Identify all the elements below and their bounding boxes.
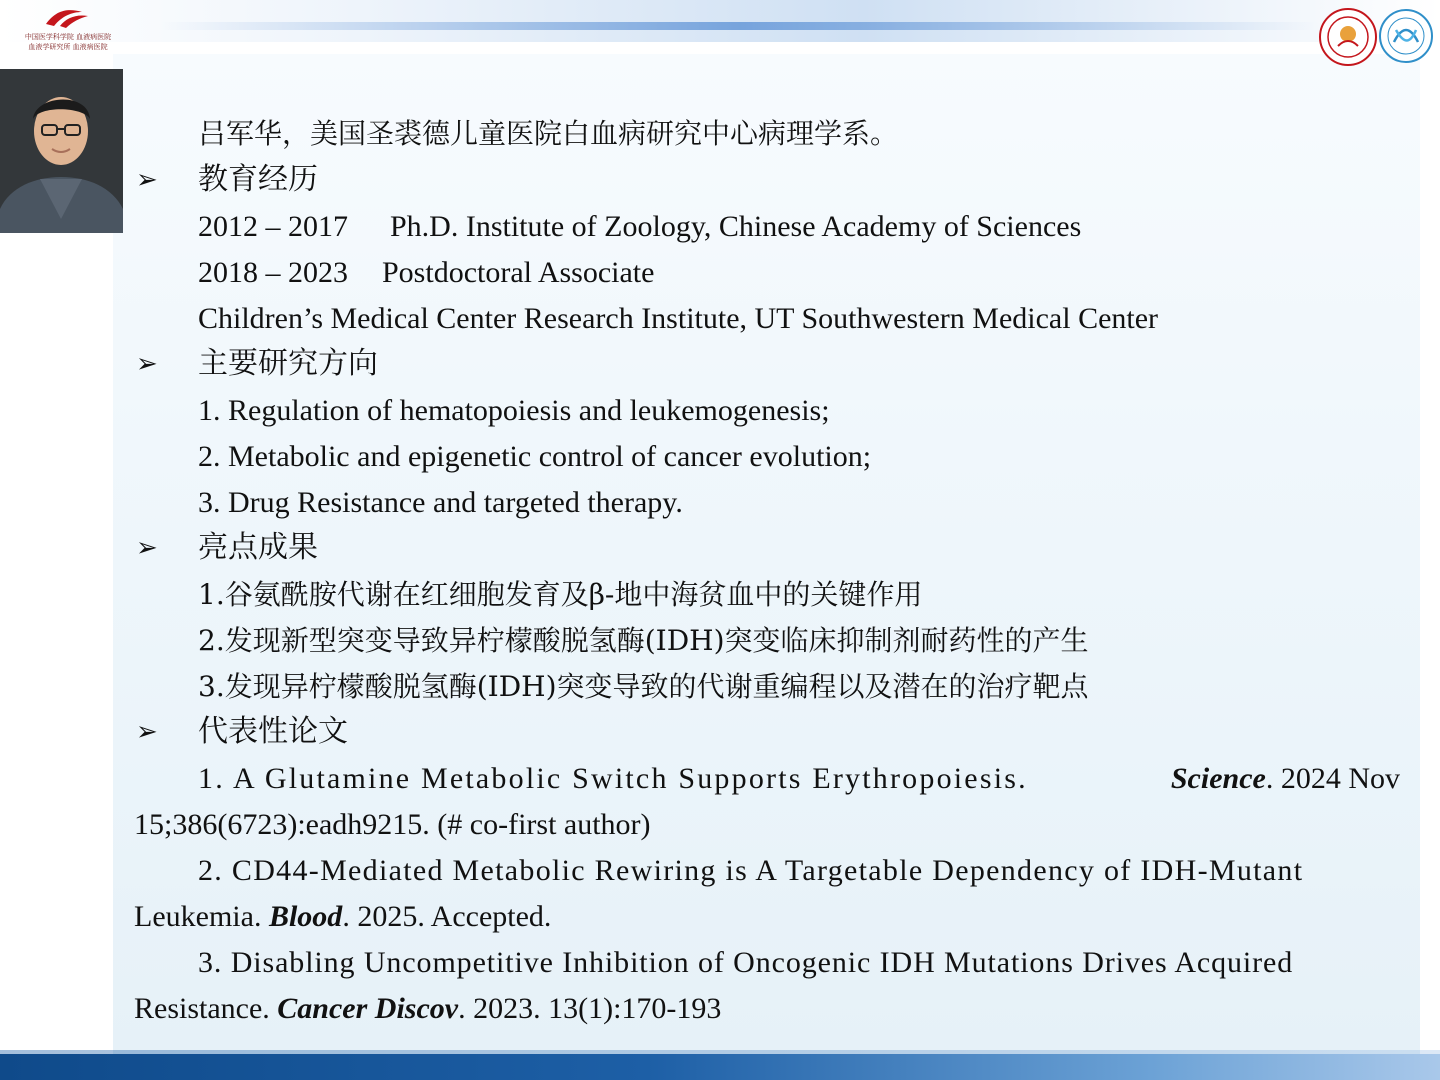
paper-2-journal: Blood xyxy=(268,900,343,933)
education-detail-2: Postdoctoral Associate xyxy=(382,256,655,289)
paper-1-citation xyxy=(1171,759,1400,799)
highlight-item: 2.发现新型突变导致异柠檬酸脱氢酶(IDH)突变临床抑制剂耐药性的产生 xyxy=(198,624,1089,657)
seal-logo-icon xyxy=(1320,9,1376,65)
paper-3-line-2 xyxy=(134,989,721,1029)
paper-1-line-2: 15;386(6723):eadh9215. (# co-first author) xyxy=(134,808,651,841)
bullet-arrow-icon: ➢ xyxy=(136,717,158,747)
research-item: 1. Regulation of hematopoiesis and leukemogenesis; xyxy=(198,394,830,427)
logo-caption-2: 血液学研究所 血液病医院 xyxy=(28,43,108,51)
paper-1-date: . 2024 Nov xyxy=(1265,762,1400,795)
logo-caption-1: 中国医学科学院 血液病医院 xyxy=(24,33,112,41)
top-banner xyxy=(0,0,1440,42)
paper-3-line-1: 3. Disabling Uncompetitive Inhibition of Oncogenic IDH Mutations Drives Acquired xyxy=(198,946,1294,979)
paper-3-title-end: Resistance. xyxy=(134,992,270,1025)
portrait-photo xyxy=(0,69,123,233)
paper-2-title-end: Leukemia. xyxy=(134,900,262,933)
paper-1-title: 1. A Glutamine Metabolic Switch Supports Erythropoiesis. xyxy=(198,762,1028,795)
bottom-banner xyxy=(0,1054,1440,1080)
education-detail-3: Children’s Medical Center Research Institute, UT Southwestern Medical Center xyxy=(198,302,1159,335)
highlight-item: 3.发现异柠檬酸脱氢酶(IDH)突变导致的代谢重编程以及潜在的治疗靶点 xyxy=(198,670,1089,703)
paper-2-status: . 2025. Accepted. xyxy=(342,900,552,933)
paper-3-journal: Cancer Discov xyxy=(277,992,459,1025)
education-years-2: 2018 – 2023 xyxy=(198,256,348,289)
papers-heading: 代表性论文 xyxy=(198,714,348,749)
paper-1-journal: Science xyxy=(1170,762,1266,795)
research-heading: 主要研究方向 xyxy=(198,346,378,381)
paper-2-line-2 xyxy=(134,897,551,937)
bullet-arrow-icon: ➢ xyxy=(136,165,158,195)
education-detail-1: Ph.D. Institute of Zoology, Chinese Academy of Sciences xyxy=(390,210,1082,243)
paper-3-citation: . 2023. 13(1):170-193 xyxy=(458,992,722,1025)
highlight-item: 1.谷氨酰胺代谢在红细胞发育及β-地中海贫血中的关键作用 xyxy=(198,578,923,611)
paper-2-line-1: 2. CD44-Mediated Metabolic Rewiring is A Targetable Dependency of IDH-Mutant xyxy=(198,854,1304,887)
institution-logos-right xyxy=(1318,6,1436,68)
education-heading: 教育经历 xyxy=(198,162,318,197)
logo-swoosh-icon xyxy=(42,4,92,30)
education-years-1: 2012 – 2017 xyxy=(198,210,348,243)
research-item: 3. Drug Resistance and targeted therapy. xyxy=(198,486,683,519)
intro-line: 吕军华，美国圣裘德儿童医院白血病研究中心病理学系。 xyxy=(198,117,899,150)
lab-logo-icon xyxy=(1380,10,1432,62)
institution-logo-left xyxy=(8,2,128,54)
highlights-heading: 亮点成果 xyxy=(198,530,318,565)
bullet-arrow-icon: ➢ xyxy=(136,533,158,563)
research-item: 2. Metabolic and epigenetic control of cancer evolution; xyxy=(198,440,872,473)
bullet-arrow-icon: ➢ xyxy=(136,349,158,379)
paper-1-line-1 xyxy=(198,759,1400,799)
